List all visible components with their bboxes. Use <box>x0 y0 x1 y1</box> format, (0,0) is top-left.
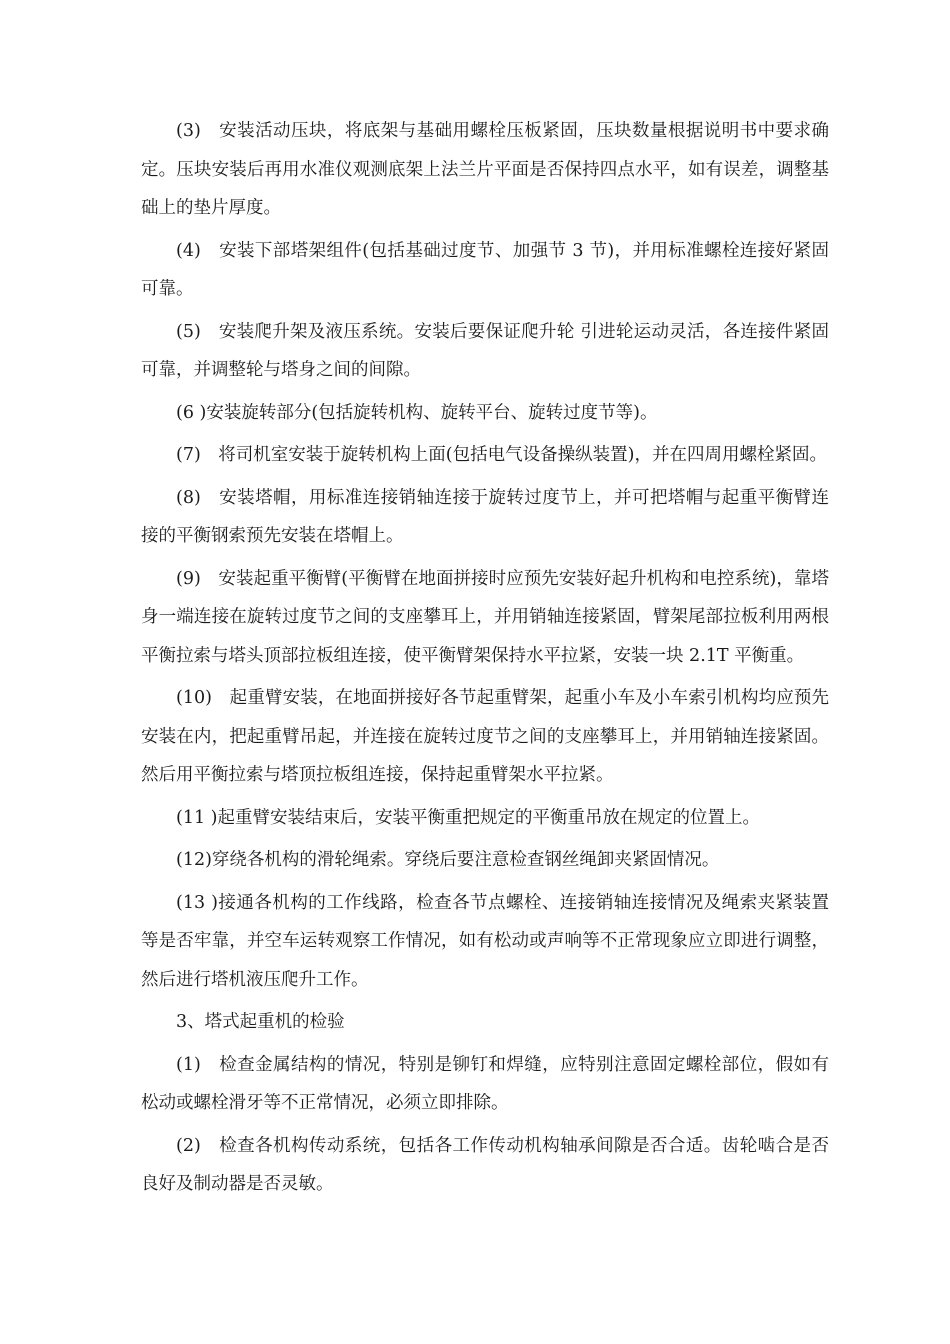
paragraph-item-5: (5) 安装爬升架及液压系统。安装后要保证爬升轮 引进轮运动灵活，各连接件紧固可靠，并调整轮与塔身之间的间隙。 <box>141 321 829 380</box>
inspection-item-2: (2) 检查各机构传动系统，包括各工作传动机构轴承间隙是否合适。齿轮啮合是否良好及制动器是否灵敏。 <box>141 1135 829 1194</box>
paragraph-item-3: (3) 安装活动压块，将底架与基础用螺栓压板紧固，压块数量根据说明书中要求确定。压块安装后再用水准仪观测底架上法兰片平面是否保持四点水平，如有误差，调整基础上的垫片厚度。 <box>141 121 829 218</box>
paragraph-item-7: (7) 将司机室安装于旋转机构上面(包括电气设备操纵装置)，并在四周用螺栓紧固。 <box>176 445 827 465</box>
paragraph-item-6: (6 )安装旋转部分(包括旋转机构、旋转平台、旋转过度节等)。 <box>176 402 658 423</box>
inspection-item-1: (1) 检查金属结构的情况，特别是铆钉和焊缝，应特别注意固定螺栓部位，假如有松动或螺栓滑牙等不正常情况，必须立即排除。 <box>141 1054 829 1113</box>
paragraph-item-4: (4) 安装下部塔架组件(包括基础过度节、加强节 3 节)，并用标准螺栓连接好紧固可靠。 <box>141 240 829 299</box>
paragraph-item-12: (12)穿绕各机构的滑轮绳索。穿绕后要注意检查钢丝绳卸夹紧固情况。 <box>176 850 720 870</box>
paragraph-item-11: (11 )起重臂安装结束后，安装平衡重把规定的平衡重吊放在规定的位置上。 <box>176 807 760 828</box>
section-heading-inspection: 3、塔式起重机的检验 <box>176 1012 345 1032</box>
paragraph-item-9: (9) 安装起重平衡臂(平衡臂在地面拼接时应预先安装好起升机构和电控系统)，靠塔身一端连接在旋转过度节之间的支座攀耳上，并用销轴连接紧固，臂架尾部拉板利用两根平衡拉索与塔头顶部拉板组连接，使平衡臂架保持水平拉紧，安装一块 2.1T 平衡重。 <box>141 568 829 666</box>
paragraph-item-13: (13 )接通各机构的工作线路，检查各节点螺栓、连接销轴连接情况及绳索夹紧装置等是否牢靠，并空车运转观察工作情况，如有松动或声响等不正常现象应立即进行调整，然后进行塔机液压爬升工作。 <box>141 892 829 990</box>
document-body <box>141 112 829 1208</box>
paragraph-item-8: (8) 安装塔帽，用标准连接销轴连接于旋转过度节上，并可把塔帽与起重平衡臂连接的平衡钢索预先安装在塔帽上。 <box>141 487 829 546</box>
paragraph-item-10: (10) 起重臂安装，在地面拼接好各节起重臂架，起重小车及小车索引机构均应预先安装在内，把起重臂吊起，并连接在旋转过度节之间的支座攀耳上，并用销轴连接紧固。然后用平衡拉索与塔顶拉板组连接，保持起重臂架水平拉紧。 <box>141 688 829 785</box>
